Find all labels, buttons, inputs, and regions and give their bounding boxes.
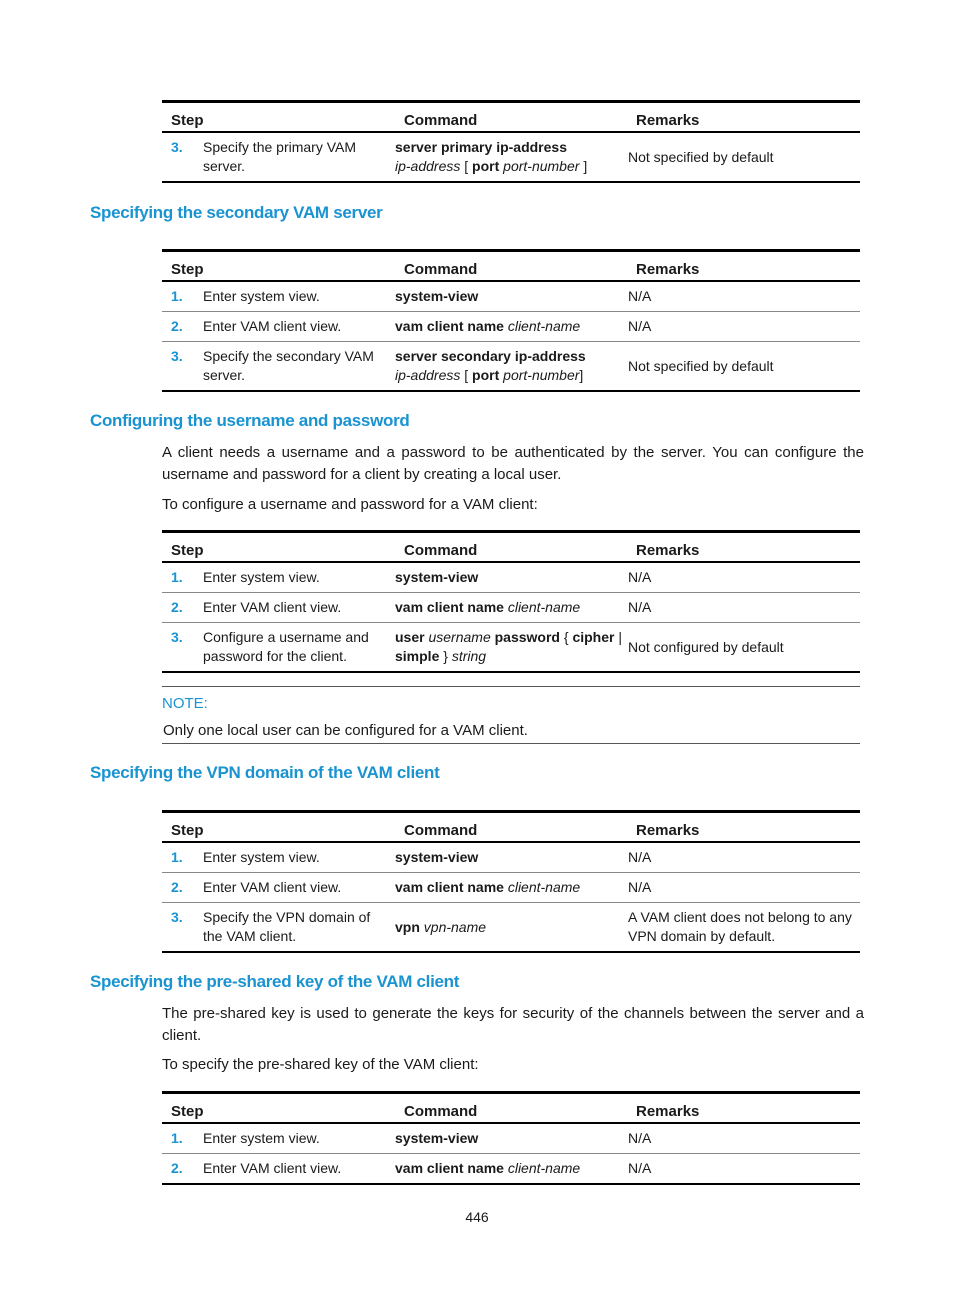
step-number: 2.: [171, 1160, 183, 1176]
step-number: 1.: [171, 288, 183, 304]
table-vpn-domain: [162, 810, 860, 953]
table-secondary-server: [162, 249, 860, 392]
step-number: 1.: [171, 849, 183, 865]
header-remarks: Remarks: [628, 812, 860, 843]
step-number: 3.: [171, 139, 183, 155]
step-number: 3.: [171, 909, 183, 925]
step-text: Specify the secondary VAM server.: [203, 348, 374, 383]
table-row: [162, 903, 860, 953]
header-command: Command: [395, 532, 628, 563]
table-header: [162, 102, 860, 133]
command-cell: system-view: [395, 1123, 628, 1154]
remarks-cell: N/A: [628, 593, 860, 623]
table-row: [162, 593, 860, 623]
step-number: 2.: [171, 318, 183, 334]
remarks-cell: N/A: [628, 1160, 652, 1176]
remarks-cell: N/A: [628, 562, 860, 593]
remarks-cell: N/A: [628, 281, 860, 312]
command-cell: system-view: [395, 562, 628, 593]
header-command: Command: [395, 251, 628, 282]
step-text: Enter system view.: [203, 1130, 320, 1146]
paragraph: The pre-shared key is used to generate the keys for security of the channels between the server and a client.: [162, 1005, 864, 1044]
step-number: 1.: [171, 1130, 183, 1146]
table-row: [162, 1154, 860, 1185]
section-heading-username-password: Configuring the username and password: [90, 411, 410, 430]
table-primary-server: [162, 100, 860, 183]
step-text: Enter system view.: [203, 849, 320, 865]
table-row: [162, 623, 860, 673]
section-heading-vpn-domain: Specifying the VPN domain of the VAM client: [90, 763, 440, 782]
table-row: [162, 342, 860, 392]
table-header: [162, 251, 860, 282]
remarks-cell: Not specified by default: [628, 148, 774, 165]
table-row: [162, 562, 860, 593]
header-command: Command: [395, 812, 628, 843]
remarks-cell: N/A: [628, 312, 860, 342]
header-remarks: Remarks: [628, 102, 860, 133]
remarks-cell: Not configured by default: [628, 638, 784, 655]
command-cell: system-view: [395, 842, 628, 873]
header-remarks: Remarks: [628, 532, 860, 563]
command-cell: vam client name client-name: [395, 312, 628, 342]
table-row: [162, 281, 860, 312]
header-step: Step: [162, 251, 395, 282]
section-heading-preshared-key: Specifying the pre-shared key of the VAM client: [90, 972, 460, 991]
step-number: 1.: [171, 569, 183, 585]
command-cell: system-view: [395, 281, 628, 312]
page-number: 446: [465, 1209, 489, 1225]
remarks-cell: A VAM client does not belong to any VPN domain by default.: [628, 909, 852, 944]
table-row: [162, 873, 860, 903]
header-step: Step: [162, 812, 395, 843]
remarks-cell: N/A: [628, 873, 860, 903]
paragraph: To configure a username and password for a VAM client:: [162, 496, 538, 513]
command-cell: server secondary ip-address ip-address [ port port-number]: [395, 348, 586, 383]
step-text: Enter VAM client view.: [203, 599, 342, 615]
command-cell: vam client name client-name: [395, 1160, 581, 1176]
table-row: [162, 1123, 860, 1154]
header-remarks: Remarks: [628, 1093, 860, 1124]
section-heading-secondary-server: Specifying the secondary VAM server: [90, 203, 383, 222]
remarks-cell: N/A: [628, 1123, 860, 1154]
step-text: Specify the primary VAM server.: [203, 139, 357, 174]
note-box: [162, 686, 860, 744]
step-number: 3.: [171, 629, 183, 645]
command-cell: user username password { cipher | simple } string: [395, 629, 622, 664]
table-row: [162, 132, 860, 182]
step-text: Specify the VPN domain of the VAM client.: [203, 909, 371, 944]
note-label: NOTE:: [162, 695, 208, 712]
header-remarks: Remarks: [628, 251, 860, 282]
command-cell: vam client name client-name: [395, 873, 628, 903]
remarks-cell: N/A: [628, 842, 860, 873]
table-header: [162, 1093, 860, 1124]
step-number: 2.: [171, 879, 183, 895]
table-row: [162, 842, 860, 873]
table-header: [162, 532, 860, 563]
header-command: Command: [395, 1093, 628, 1124]
table-username-password: [162, 530, 860, 673]
step-text: Configure a username and password for the client.: [203, 629, 369, 664]
step-number: 2.: [171, 599, 183, 615]
header-command: Command: [395, 102, 628, 133]
command-cell: vpn vpn-name: [395, 918, 487, 935]
table-preshared-key: [162, 1091, 860, 1185]
paragraph: To specify the pre-shared key of the VAM client:: [162, 1056, 479, 1073]
table-header: [162, 812, 860, 843]
step-text: Enter VAM client view.: [203, 879, 342, 895]
step-number: 3.: [171, 348, 183, 364]
table-row: [162, 312, 860, 342]
note-text: Only one local user can be configured for a VAM client.: [163, 722, 528, 739]
paragraph: A client needs a username and a password to be authenticated by the server. You can configure the username and password for a client by creating a local user.: [162, 444, 864, 483]
step-text: Enter system view.: [203, 569, 320, 585]
remarks-cell: Not specified by default: [628, 357, 774, 374]
header-step: Step: [162, 102, 395, 133]
step-text: Enter VAM client view.: [203, 1160, 342, 1176]
step-text: Enter system view.: [203, 288, 320, 304]
command-cell: server primary ip-address ip-address [ port port-number ]: [395, 139, 588, 174]
command-cell: vam client name client-name: [395, 593, 628, 623]
header-step: Step: [162, 532, 395, 563]
header-step: Step: [162, 1093, 395, 1124]
step-text: Enter VAM client view.: [203, 318, 342, 334]
